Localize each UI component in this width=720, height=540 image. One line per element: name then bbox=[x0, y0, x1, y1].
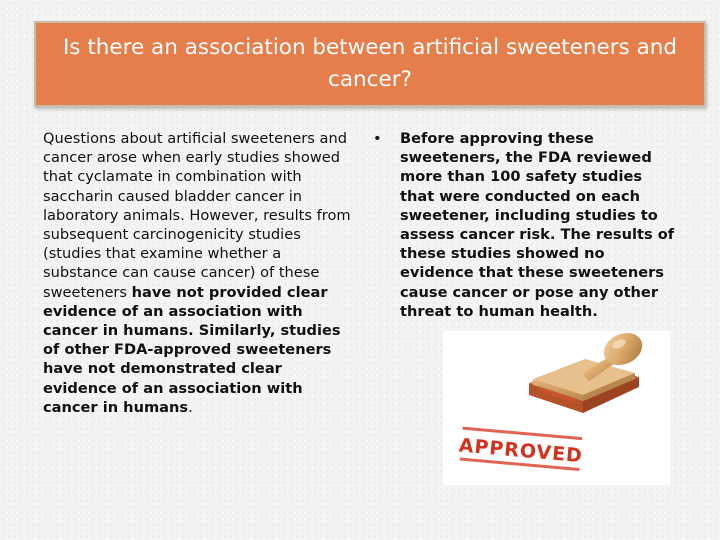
left-paragraph-bold: have not provided clear evidence of an association with cancer in humans. Similarly, studies of other FDA-approved sweeteners have not demonstrated clear evidence of an association with cancer in humans bbox=[43, 283, 341, 416]
slide-title-box bbox=[34, 21, 706, 107]
slide-title: Is there an association between artificial sweeteners and cancer? bbox=[62, 35, 678, 92]
right-bullet-text: Before approving these sweeteners, the FDA reviewed more than 100 safety studies that were conducted on each sweetener, including studies to assess cancer risk. The results of these studies showed no evidence that these sweeteners cause cancer or pose any other threat to human health. bbox=[400, 130, 675, 320]
left-paragraph-normal: Questions about artificial sweeteners and cancer arose when early studies showed that cyclamate in combination with saccharin caused bladder cancer in laboratory animals. However, results from subsequent carcinogenicity studies (studies that examine whether a substance can cause cancer) of these sweeteners bbox=[43, 130, 351, 301]
stamp-approved-text: APPROVED bbox=[457, 434, 584, 468]
rubber-stamp-icon bbox=[443, 331, 670, 485]
left-paragraph bbox=[43, 129, 355, 417]
left-paragraph-end: . bbox=[188, 398, 193, 416]
bullet-icon: • bbox=[373, 130, 382, 147]
approved-stamp-image bbox=[443, 331, 670, 485]
